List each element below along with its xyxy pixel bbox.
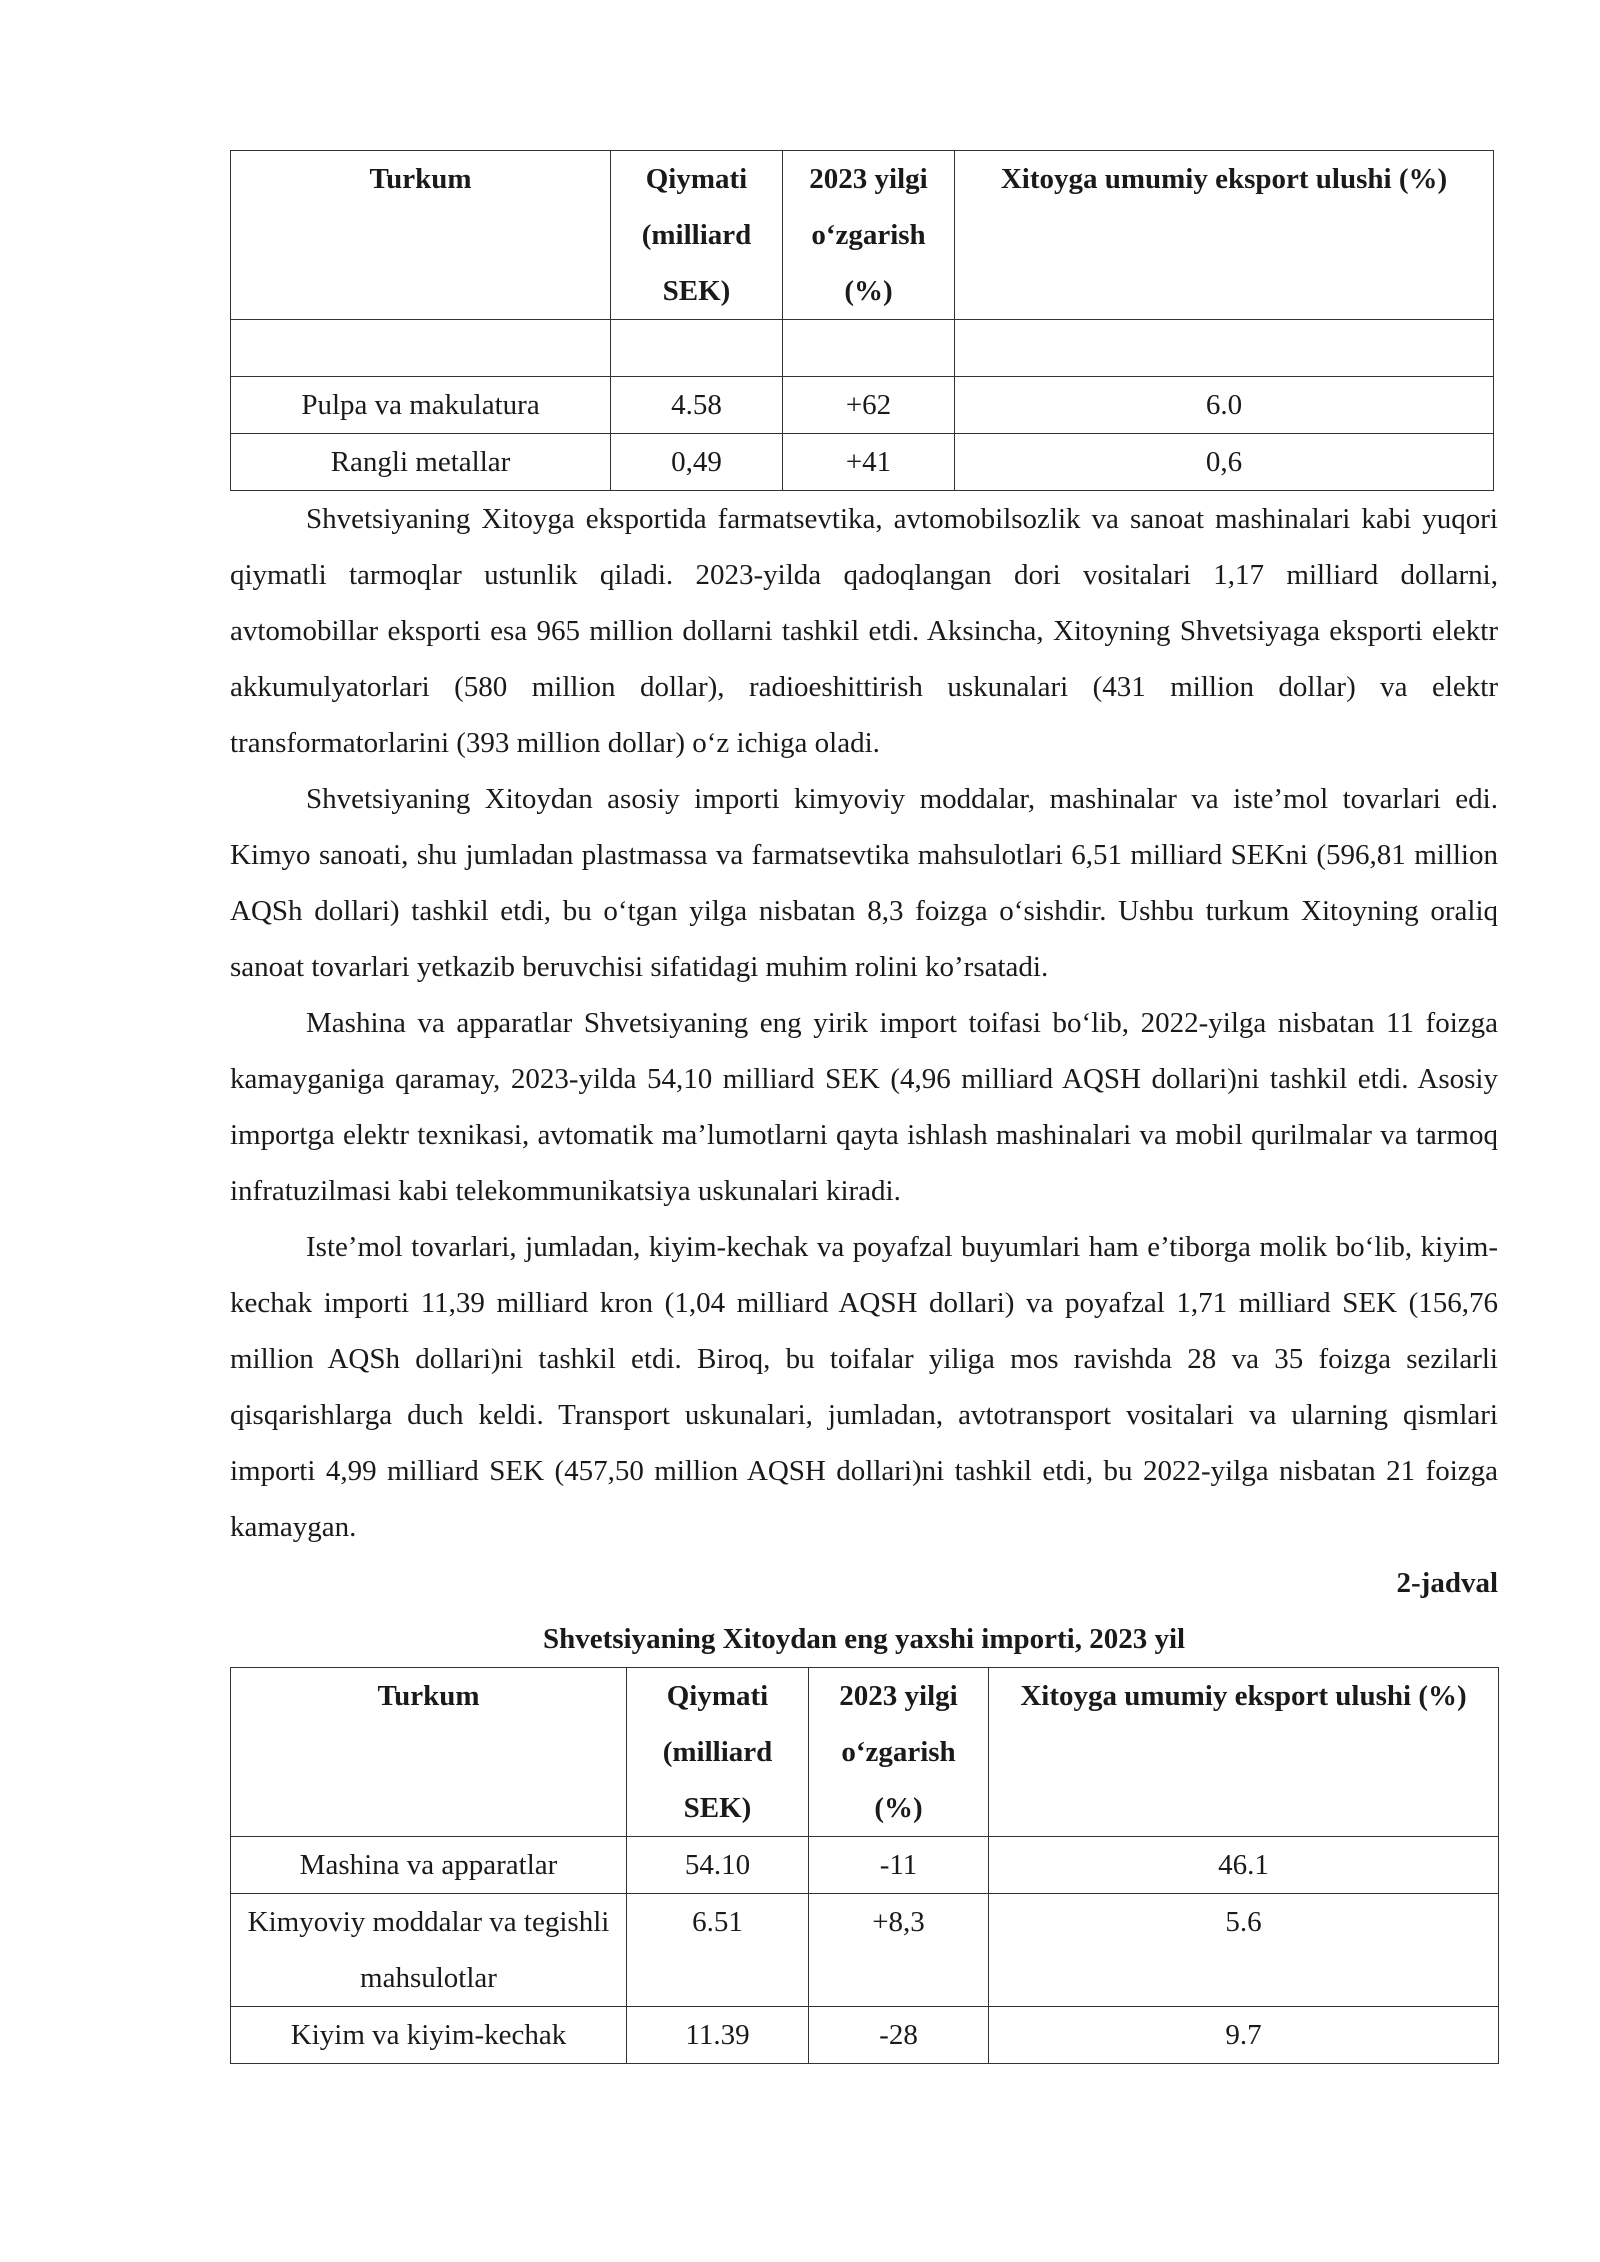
header-share: Xitoyga umumiy eksport ulushi (%) [955, 151, 1494, 320]
table-row [231, 434, 1494, 491]
header-category: Turkum [231, 1668, 627, 1837]
header-share: Xitoyga umumiy eksport ulushi (%) [989, 1668, 1499, 1837]
paragraph: Iste’mol tovarlari, jumladan, kiyim-kechak va poyafzal buyumlari ham e’tiborga molik bo‘lib, kiyim-kechak importi 11,39 milliard kron (1,04 milliard AQSH dollari) va poyafzal 1,71 milliard SEK (156,76 million AQSh dollari)ni tashkil etdi. Biroq, bu toifalar yiliga mos ravishda 28 va 35 foizga sezilarli qisqarishlarga duch keldi. Transport uskunalari, jumladan, avtotransport vositalari va ularning qismlari importi 4,99 milliard SEK (457,50 million AQSH dollari)ni tashkil etdi, bu 2022-yilga nisbatan 21 foizga kamaygan. [230, 1231, 1498, 1543]
table-row-empty [231, 320, 1494, 377]
cell-change: +62 [783, 377, 955, 434]
cell-change: +8,3 [809, 1894, 989, 2007]
document-page [230, 150, 1498, 2064]
header-change: 2023 yilgi o‘zgarish (%) [809, 1668, 989, 1837]
cell-share: 9.7 [989, 2007, 1499, 2064]
cell-share: 46.1 [989, 1837, 1499, 1894]
header-category: Turkum [231, 151, 611, 320]
paragraph: Shvetsiyaning Xitoyga eksportida farmatsevtika, avtomobilsozlik va sanoat mashinalari kabi yuqori qiymatli tarmoqlar ustunlik qiladi. 2023-yilda qadoqlangan dori vositalari 1,17 milliard dollarni, avtomobillar eksporti esa 965 million dollarni tashkil etdi. Aksincha, Xitoyning Shvetsiyaga eksporti elektr akkumulyatorlari (580 million dollar), radioeshittirish uskunalari (431 million dollar) va elektr transformatorlarini (393 million dollar) o‘z ichiga oladi. [230, 503, 1498, 759]
header-value: Qiymati (milliard SEK) [627, 1668, 809, 1837]
cell-category: Kiyim va kiyim-kechak [231, 2007, 627, 2064]
cell-share: 5.6 [989, 1894, 1499, 2007]
table-row [231, 1894, 1499, 2007]
cell-change: -28 [809, 2007, 989, 2064]
table-number: 2-jadval [1396, 1567, 1498, 1599]
cell-value: 0,49 [611, 434, 783, 491]
cell-value: 4.58 [611, 377, 783, 434]
cell-change: +41 [783, 434, 955, 491]
table-row [231, 377, 1494, 434]
imports-table [230, 1667, 1499, 2064]
cell-share: 6.0 [955, 377, 1494, 434]
paragraph: Mashina va apparatlar Shvetsiyaning eng yirik import toifasi bo‘lib, 2022-yilga nisbatan 11 foizga kamayganiga qaramay, 2023-yilda 54,10 milliard SEK (4,96 milliard AQSH dollari)ni tashkil etdi. Asosiy importga elektr texnikasi, avtomatik ma’lumotlarni qayta ishlash mashinalari va mobil qurilmalar va tarmoq infratuzilmasi kabi telekommunikatsiya uskunalari kiradi. [230, 1007, 1498, 1207]
cell-change: -11 [809, 1837, 989, 1894]
cell-share: 0,6 [955, 434, 1494, 491]
table-header-row [231, 151, 1494, 320]
cell-category: Pulpa va makulatura [231, 377, 611, 434]
table-row [231, 2007, 1499, 2064]
cell-value: 11.39 [627, 2007, 809, 2064]
header-change: 2023 yilgi o‘zgarish (%) [783, 151, 955, 320]
cell-category: Kimyoviy moddalar va tegishli mahsulotlar [231, 1894, 627, 2007]
exports-table [230, 150, 1494, 491]
paragraph: Shvetsiyaning Xitoydan asosiy importi kimyoviy moddalar, mashinalar va iste’mol tovarlari edi. Kimyo sanoati, shu jumladan plastmassa va farmatsevtika mahsulotlari 6,51 milliard SEKni (596,81 million AQSh dollari) tashkil etdi, bu o‘tgan yilga nisbatan 8,3 foizga o‘sishdir. Ushbu turkum Xitoyning oraliq sanoat tovarlari yetkazib beruvchisi sifatidagi muhim rolini ko’rsatadi. [230, 783, 1498, 983]
cell-category: Rangli metallar [231, 434, 611, 491]
cell-category: Mashina va apparatlar [231, 1837, 627, 1894]
header-value: Qiymati (milliard SEK) [611, 151, 783, 320]
cell-value: 6.51 [627, 1894, 809, 2007]
table-header-row [231, 1668, 1499, 1837]
table-row [231, 1837, 1499, 1894]
cell-value: 54.10 [627, 1837, 809, 1894]
table-title: Shvetsiyaning Xitoydan eng yaxshi importi, 2023 yil [542, 1623, 1186, 1655]
